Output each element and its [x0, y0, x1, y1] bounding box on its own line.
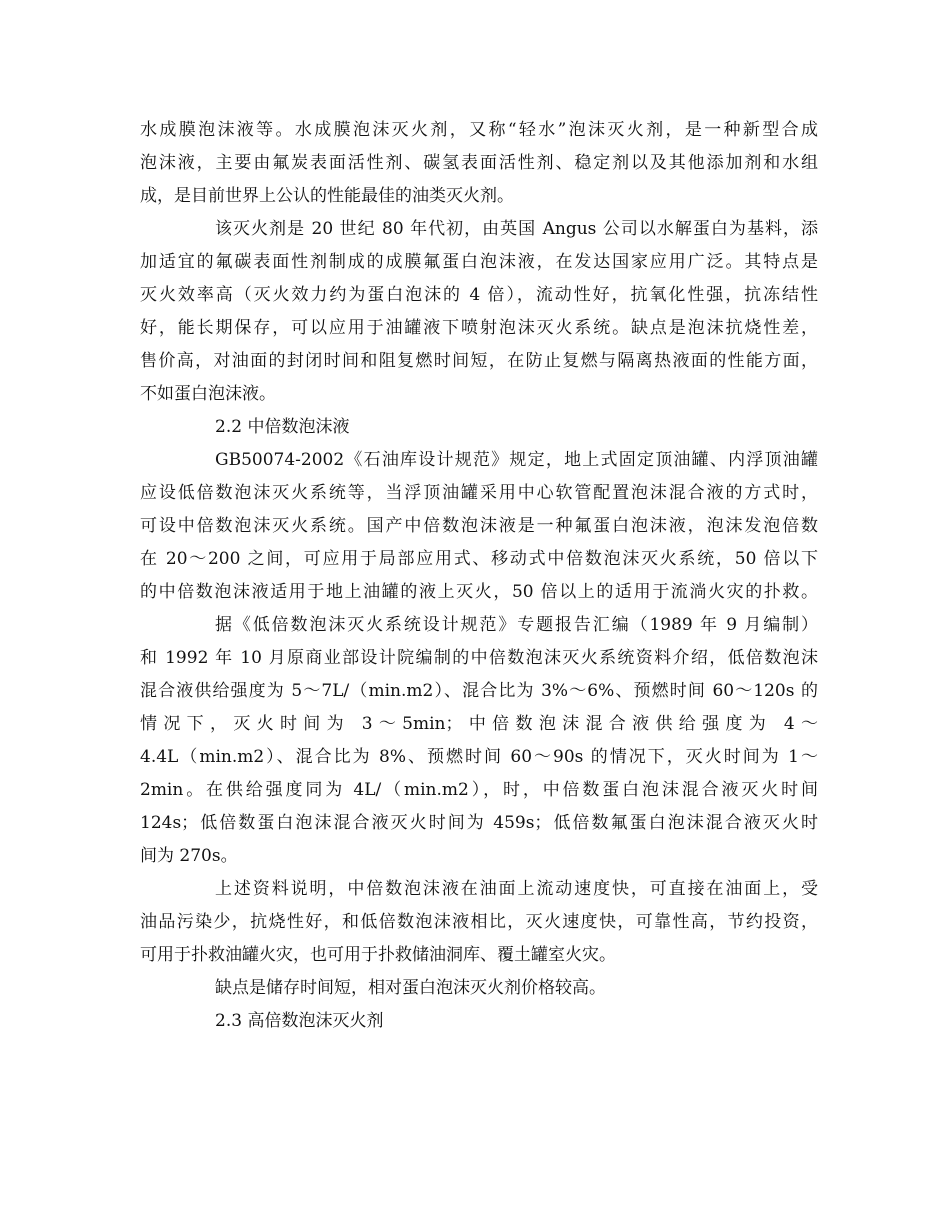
text-line: 水成膜泡沫液等。水成膜泡沫灭火剂，又称“轻水”泡沫灭火剂，是一种新型合成	[140, 120, 818, 140]
text-line: 泡沫液，主要由氟炭表面活性剂、碳氢表面活性剂、稳定剂以及其他添加剂和水组	[140, 153, 818, 173]
text-line: 4.4L（min.m2）、混合比为 8%、预燃时间 60～90s 的情况下，灭火时间为 1～	[140, 747, 818, 767]
text-line: 124s；低倍数蛋白泡沫混合液灭火时间为 459s；低倍数氟蛋白泡沫混合液灭火时	[140, 813, 818, 833]
text-line: 售价高，对油面的封闭时间和阻复燃时间短，在防止复燃与隔离热液面的性能方面，	[140, 351, 818, 371]
text-line: 可设中倍数泡沫灭火系统。国产中倍数泡沫液是一种氟蛋白泡沫液，泡沫发泡倍数	[140, 516, 818, 536]
text-line: 间为 270s。	[140, 846, 238, 866]
text-line: 混合液供给强度为 5～7L/（min.m2）、混合比为 3%～6%、预燃时间 60～120s 的	[140, 681, 818, 701]
text-line: 缺点是储存时间短，相对蛋白泡沫灭火剂价格较高。	[215, 978, 606, 998]
text-line: 油品污染少，抗烧性好，和低倍数泡沫液相比，灭火速度快，可靠性高，节约投资，	[140, 912, 818, 932]
text-line: 不如蛋白泡沫液。	[140, 384, 276, 404]
text-line: 据《低倍数泡沫灭火系统设计规范》专题报告汇编（1989 年 9 月编制）	[215, 615, 818, 635]
text-line: 可用于扑救油罐火灾，也可用于扑救储油洞库、覆土罐室火灾。	[140, 945, 616, 965]
body-text	[140, 114, 818, 1038]
text-line: 上述资料说明，中倍数泡沫液在油面上流动速度快，可直接在油面上，受	[215, 879, 818, 899]
text-line: 和 1992 年 10 月原商业部设计院编制的中倍数泡沫灭火系统资料介绍，低倍数泡沫	[140, 648, 818, 668]
text-line: 2.2 中倍数泡沫液	[215, 417, 350, 437]
text-line: 该灭火剂是 20 世纪 80 年代初，由英国 Angus 公司以水解蛋白为基料，添	[215, 219, 818, 239]
text-line: 加适宜的氟碳表面性剂制成的成膜氟蛋白泡沫液，在发达国家应用广泛。其特点是	[140, 252, 818, 272]
text-line: 2min。在供给强度同为 4L/（min.m2），时，中倍数蛋白泡沫混合液灭火时间	[140, 780, 818, 800]
text-line: 应设低倍数泡沫灭火系统等，当浮顶油罐采用中心软管配置泡沫混合液的方式时，	[140, 483, 818, 503]
text-line: 在 20～200 之间，可应用于局部应用式、移动式中倍数泡沫灭火系统，50 倍以下	[140, 549, 818, 569]
text-line: GB50074-2002《石油库设计规范》规定，地上式固定顶油罐、内浮顶油罐	[215, 450, 818, 470]
text-line: 2.3 高倍数泡沫灭火剂	[215, 1011, 384, 1031]
text-line: 灭火效率高（灭火效力约为蛋白泡沫的 4 倍），流动性好，抗氧化性强，抗冻结性	[140, 285, 818, 305]
text-line: 好，能长期保存，可以应用于油罐液下喷射泡沫灭火系统。缺点是泡沫抗烧性差，	[140, 318, 818, 338]
text-line: 成，是目前世界上公认的性能最佳的油类灭火剂。	[140, 186, 514, 206]
text-line: 情况下，灭火时间为 3～5min；中倍数泡沫混合液供给强度为 4～	[140, 714, 818, 734]
text-line: 的中倍数泡沫液适用于地上油罐的液上灭火，50 倍以上的适用于流淌火灾的扑救。	[140, 582, 818, 602]
